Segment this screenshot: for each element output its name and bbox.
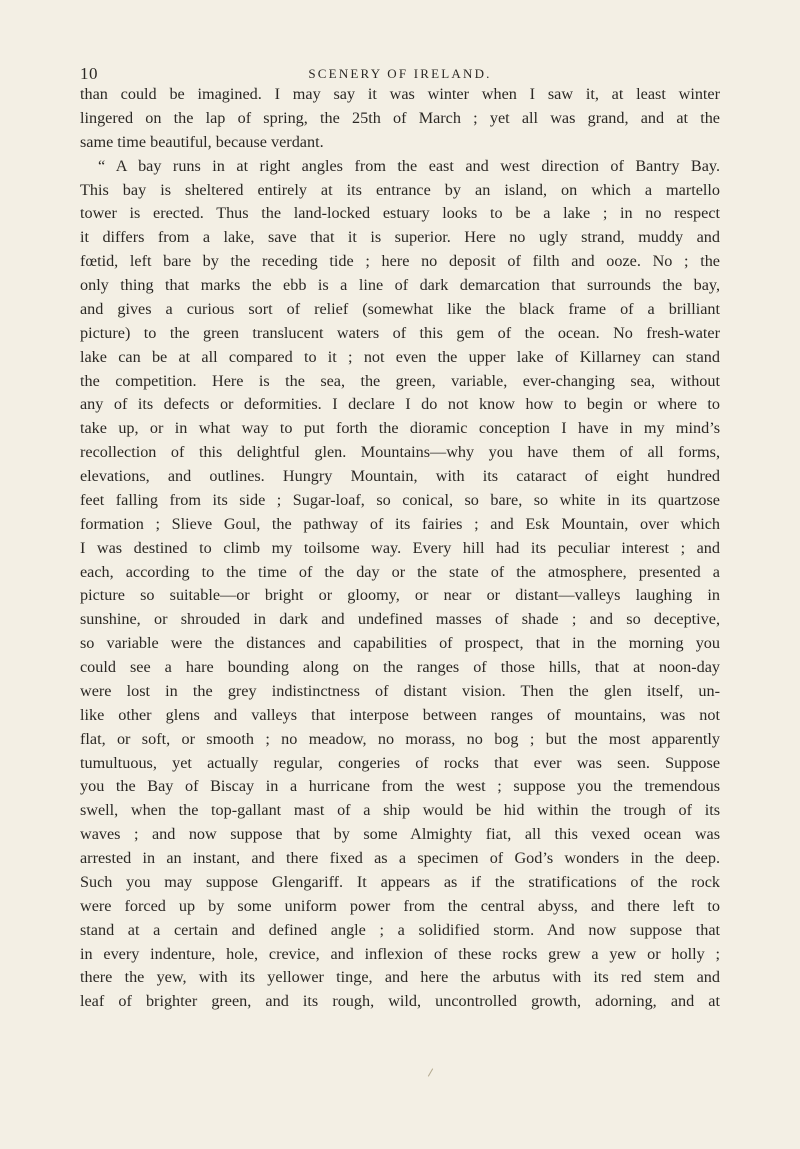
text-line: waves ; and now suppose that by some Almighty fiat, all this vexed ocean was [80,825,720,844]
text-line: “ A bay runs in at right angles from the east and west direction of Bantry Bay. [98,156,720,175]
page-number: 10 [80,64,98,83]
text-line: each, according to the time of the day or the state of the atmosphere, presented a [80,562,720,581]
text-line: there the yew, with its yellower tinge, and here the arbutus with its red stem and [80,968,720,987]
text-line: tumultuous, yet actually regular, congeries of rocks that ever was seen. Suppose [80,753,720,772]
text-line: and gives a curious sort of relief (somewhat like the black frame of a brilliant [80,299,720,318]
text-line: elevations, and outlines. Hungry Mountain, with its cataract of eight hundred [80,467,720,485]
text-line: were lost in the grey indistinctness of distant vision. Then the glen itself, un- [80,681,720,700]
text-line: I was destined to climb my toilsome way. Every hill had its peculiar interest ; and [80,538,720,557]
text-line: This bay is sheltered entirely at its entrance by an island, on which a martello [80,180,720,199]
text-line: leaf of brighter green, and its rough, wild, uncontrolled growth, adorning, and at [80,992,720,1011]
text-line: picture so suitable—or bright or gloomy, or near or distant—valleys laughing in [80,586,720,605]
body-text [80,83,720,1014]
text-line: flat, or soft, or smooth ; no meadow, no morass, no bog ; but the most apparently [80,729,720,748]
text-line: so variable were the distances and capabilities of prospect, that in the morning you [80,634,720,653]
text-line: picture) to the green translucent waters of this gem of the ocean. No fresh-water [80,323,720,342]
text-line: stand at a certain and defined angle ; a solidified storm. And now suppose that [80,920,720,939]
text-line: Such you may suppose Glengariff. It appears as if the stratifications of the rock [80,872,720,891]
text-line: any of its defects or deformities. I declare I do not know how to begin or where to [80,395,720,414]
text-line: tower is erected. Thus the land-locked estuary looks to be a lake ; in no respect [80,204,720,223]
text-line: swell, when the top-gallant mast of a ship would be hid within the trough of its [80,801,720,820]
text-line: only thing that marks the ebb is a line of dark demarcation that surrounds the bay, [80,276,720,294]
text-line: sunshine, or shrouded in dark and undefined masses of shade ; and so deceptive, [80,610,720,629]
text-line: like other glens and valleys that interpose between ranges of mountains, was not [80,705,720,724]
stray-ink-mark [428,1068,433,1076]
text-line: feet falling from its side ; Sugar-loaf, so conical, so bare, so white in its quartzose [80,490,720,509]
text-line: were forced up by some uniform power from the central abyss, and there left to [80,896,720,915]
text-line: same time beautiful, because verdant. [80,132,324,151]
text-line: than could be imagined. I may say it was winter when I saw it, at least winter [80,85,720,103]
text-line: formation ; Slieve Goul, the pathway of its fairies ; and Esk Mountain, over which [80,514,720,533]
text-line: arrested in an instant, and there fixed as a specimen of God’s wonders in the deep. [80,849,720,867]
text-line: the competition. Here is the sea, the green, variable, ever-changing sea, without [80,371,720,390]
text-line: could see a hare bounding along on the ranges of those hills, that at noon-day [80,658,720,676]
text-line: in every indenture, hole, crevice, and inflexion of these rocks grew a yew or holly ; [80,944,720,963]
text-line: lake can be at all compared to it ; not even the upper lake of Killarney can stand [80,347,720,366]
text-line: recollection of this delightful glen. Mountains—why you have them of all forms, [80,443,720,462]
text-line: take up, or in what way to put forth the dioramic conception I have in my mind’s [80,419,720,438]
text-line: it differs from a lake, save that it is superior. Here no ugly strand, muddy and [80,228,720,247]
text-line: you the Bay of Biscay in a hurricane from the west ; suppose you the tremendous [80,777,720,796]
running-head: SCENERY OF IRELAND. [308,66,492,81]
text-line: lingered on the lap of spring, the 25th of March ; yet all was grand, and at the [80,108,720,127]
text-line: fœtid, left bare by the receding tide ; here no deposit of filth and ooze. No ; the [80,252,720,271]
